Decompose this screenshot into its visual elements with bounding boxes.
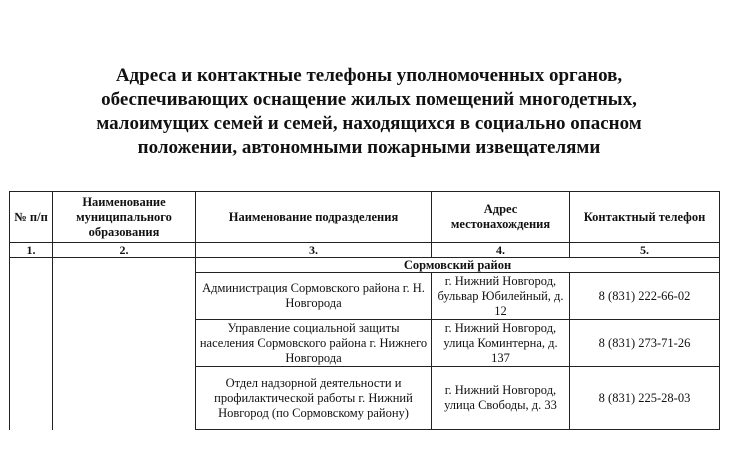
column-number: 5.: [570, 243, 720, 258]
number-cell-empty: [10, 258, 53, 430]
column-number: 3.: [196, 243, 432, 258]
header-number: № п/п: [10, 192, 53, 243]
title-line: малоимущих семей и семей, находящихся в социально опасном: [96, 113, 642, 134]
phone-cell: 8 (831) 222-66-02: [570, 273, 720, 320]
table-header-row: [10, 192, 720, 243]
contacts-table: [9, 191, 720, 430]
document-title: [20, 64, 718, 160]
phone-cell: 8 (831) 225-28-03: [570, 367, 720, 430]
address-cell: г. Нижний Новгород, бульвар Юбилейный, д. 12: [432, 273, 570, 320]
column-number: 2.: [53, 243, 196, 258]
header-address: Адрес местонахождения: [432, 192, 570, 243]
title-line: Адреса и контактные телефоны уполномоченных органов,: [115, 65, 623, 86]
title-line: положении, автономными пожарными извещателями: [137, 137, 601, 158]
header-municipality: Наименование муниципального образования: [53, 192, 196, 243]
address-cell: г. Нижний Новгород, улица Коминтерна, д. 137: [432, 320, 570, 367]
municipality-cell-empty: [53, 258, 196, 430]
column-number: 1.: [10, 243, 53, 258]
address-cell: г. Нижний Новгород, улица Свободы, д. 33: [432, 367, 570, 430]
district-row: [10, 258, 720, 273]
column-numbers-row: [10, 243, 720, 258]
header-phone: Контактный телефон: [570, 192, 720, 243]
district-name: Сормовский район: [196, 258, 720, 273]
division-cell: Отдел надзорной деятельности и профилактической работы г. Нижний Новгород (по Сормовскому району): [196, 367, 432, 430]
title-line: обеспечивающих оснащение жилых помещений многодетных,: [101, 89, 637, 110]
division-cell: Управление социальной защиты населения Сормовского района г. Нижнего Новгорода: [196, 320, 432, 367]
column-number: 4.: [432, 243, 570, 258]
phone-cell: 8 (831) 273-71-26: [570, 320, 720, 367]
header-division: Наименование подразделения: [196, 192, 432, 243]
division-cell: Администрация Сормовского района г. Н. Новгорода: [196, 273, 432, 320]
